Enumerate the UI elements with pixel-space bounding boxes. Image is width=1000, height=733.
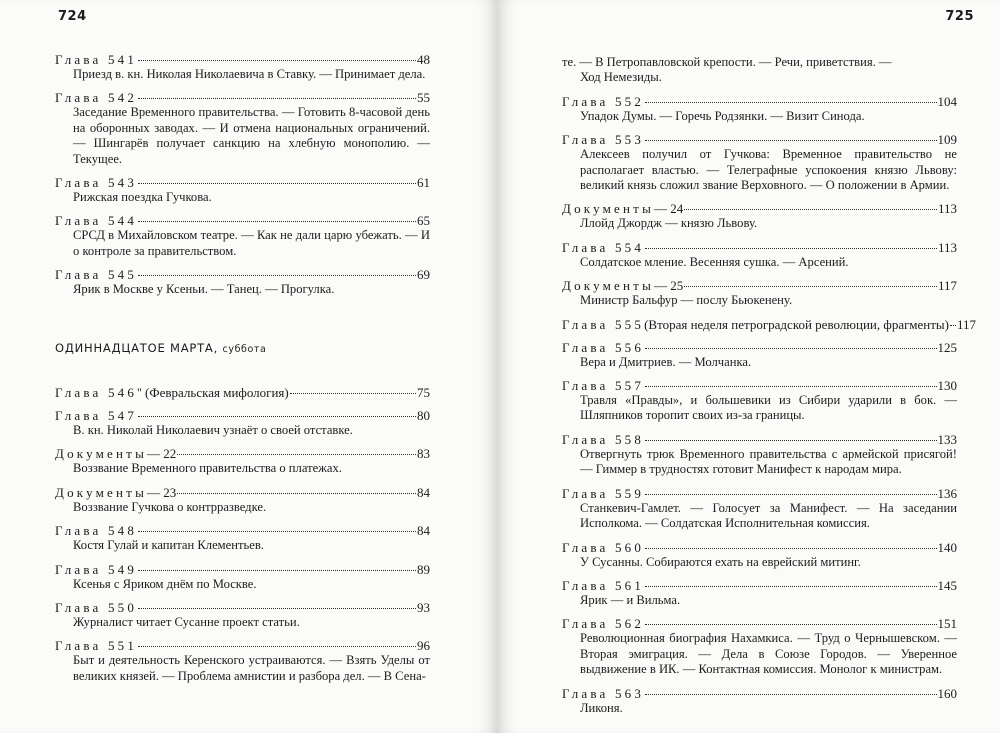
toc-entry-heading	[562, 686, 957, 701]
entry-description: Ллойд Джордж — князю Львову.	[580, 216, 758, 231]
toc-right	[562, 55, 976, 724]
section-subtitle: суббота	[222, 344, 267, 355]
entry-description: Солдатское мление. Весенняя сушка. — Арсений.	[580, 254, 849, 269]
toc-entry-heading	[562, 432, 957, 447]
page-number-left: 724	[58, 9, 87, 24]
toc-entry	[55, 408, 430, 438]
toc-entry-heading	[562, 240, 957, 255]
dot-leader	[138, 416, 416, 417]
left-page	[0, 0, 497, 733]
entry-page-number: 104	[937, 93, 957, 109]
toc-left-bottom	[55, 385, 430, 692]
toc-entry	[55, 385, 430, 400]
dot-leader	[138, 646, 416, 647]
entry-label: Глава 551	[55, 638, 138, 654]
toc-left-top	[55, 52, 430, 306]
entry-extra: (Вторая неделя петроградской революции, фрагменты)	[644, 316, 949, 332]
entry-description: В. кн. Николай Николаевич узнаёт о своей отставке.	[73, 423, 353, 437]
dot-leader	[645, 348, 936, 349]
toc-entry	[55, 267, 430, 297]
toc-entry	[562, 486, 957, 532]
entry-label: Глава 544	[55, 213, 138, 229]
dot-leader	[177, 454, 416, 455]
entry-label: Документы	[562, 278, 654, 294]
dot-leader	[138, 60, 416, 61]
entry-description: Упадок Думы. — Горечь Родзянки. — Визит Синода.	[580, 108, 865, 123]
entry-label: Глава 553	[562, 132, 645, 148]
entry-page-number: 75	[417, 385, 430, 400]
entry-label: Глава 559	[562, 485, 645, 501]
entry-label: Глава 541	[55, 52, 138, 67]
toc-entry-heading	[55, 446, 430, 461]
entry-page-number: 84	[417, 484, 430, 500]
entry-page-number: 69	[417, 267, 430, 283]
toc-entry	[562, 278, 957, 308]
entry-label: Глава 563	[562, 685, 645, 701]
dot-leader	[645, 440, 936, 441]
entry-page-number: 65	[417, 213, 430, 229]
entry-label: Глава 561	[562, 577, 645, 593]
entry-label: Глава 548	[55, 523, 138, 539]
toc-entry	[562, 578, 957, 608]
entry-page-number: 93	[417, 600, 430, 616]
entry-page-number: 84	[417, 523, 430, 539]
toc-entry	[562, 94, 957, 124]
toc-entry	[562, 540, 957, 570]
entry-extra: '' (Февральская мифология)	[137, 385, 289, 400]
dot-leader	[684, 209, 937, 210]
toc-entry	[55, 600, 430, 630]
entry-page-number: 109	[937, 132, 957, 148]
toc-entry-heading	[562, 201, 957, 216]
entry-description: Воззвание Гучкова о контрразведке.	[73, 499, 267, 514]
dot-leader	[138, 608, 416, 609]
continued-line: те. — В Петропавловской крепости. — Речи, приветствия. —	[562, 55, 892, 69]
toc-entry-heading	[55, 638, 430, 653]
entry-description: Травля «Правды», и большевики из Сибири ударили в бок. — Шляпников торопит своих из-за границы.	[580, 393, 957, 423]
entry-description: Алексеев получил от Гучкова: Временное правительство не располагает властью. — Телеграфные успокоения князю Львову: великий князь сложил звание Верховного. — О положении в Армии.	[580, 147, 957, 193]
entry-page-number: 145	[937, 577, 957, 593]
toc-entry	[55, 562, 430, 592]
toc-entry	[55, 175, 430, 205]
entry-label: Документы	[55, 446, 147, 462]
entry-description: Воззвание Временного правительства о платежах.	[73, 461, 342, 476]
dot-leader	[290, 393, 416, 394]
section-title: ОДИННАДЦАТОЕ МАРТА,	[55, 341, 219, 355]
entry-description: Ксенья с Яриком днём по Москве.	[73, 576, 257, 591]
entry-page-number: 133	[937, 431, 957, 447]
toc-entry-heading	[55, 562, 430, 577]
entry-description: Журналист читает Сусанне проект статьи.	[73, 615, 300, 630]
entry-page-number: 151	[937, 616, 957, 632]
entry-page-number: 80	[417, 408, 430, 423]
dot-leader	[138, 98, 416, 99]
entry-label: Глава 550	[55, 600, 138, 616]
entry-extra: — 25	[654, 278, 684, 294]
entry-description: Революционная биография Нахамкиса. — Труд о Чернышевском. — Вторая эмиграция. — Дела в Союзе Городов. — Уверенное выдвижение в ИК. — Контактная комиссия. Монолог к министрам.	[580, 631, 957, 677]
toc-entry-heading	[562, 132, 957, 147]
entry-description: СРСД в Михайловском театре. — Как не дали царю убежать. — И о контроле за правительством.	[73, 228, 430, 258]
toc-entry	[562, 616, 957, 677]
entry-page-number: 117	[937, 278, 957, 294]
toc-entry-heading	[55, 485, 430, 500]
entry-description: Вера и Дмитриев. — Молчанка.	[580, 354, 752, 369]
entry-page-number: 83	[417, 446, 430, 462]
entry-label: Глава 552	[562, 93, 645, 109]
entry-page-number: 125	[937, 339, 957, 355]
toc-entry-heading	[562, 578, 957, 593]
toc-entry	[55, 90, 430, 167]
toc-entry	[562, 201, 957, 231]
toc-entry	[562, 340, 957, 370]
toc-entry-heading	[55, 213, 430, 228]
entry-page-number: 48	[417, 52, 430, 67]
toc-entry-heading	[562, 316, 976, 332]
entry-page-number: 113	[937, 201, 957, 217]
toc-entry	[562, 132, 957, 193]
dot-leader	[645, 586, 936, 587]
entry-label: Глава 545	[55, 267, 138, 283]
entry-label: Глава 542	[55, 90, 138, 106]
page-number-right: 725	[945, 9, 974, 24]
toc-entry	[562, 686, 957, 716]
dot-leader	[645, 248, 937, 249]
entry-page-number: 61	[417, 175, 430, 191]
entry-page-number: 140	[937, 539, 957, 555]
entry-description: У Сусанны. Собираются ехать на еврейский митинг.	[580, 554, 861, 569]
dot-leader	[645, 548, 936, 549]
section-heading	[55, 341, 266, 355]
dot-leader	[138, 183, 416, 184]
continued-line: Ход Немезиды.	[580, 70, 662, 85]
toc-entry-heading	[55, 90, 430, 105]
dot-leader	[645, 694, 936, 695]
entry-label: Глава 555	[562, 316, 645, 332]
entry-label: Глава 549	[55, 561, 138, 577]
entry-extra: — 23	[147, 484, 177, 500]
toc-entry	[55, 213, 430, 259]
dot-leader	[138, 531, 416, 532]
entry-page-number: 89	[417, 561, 430, 577]
entry-description: Ярик в Москве у Ксеньи. — Танец. — Прогулка.	[73, 282, 335, 297]
entry-description: Рижская поездка Гучкова.	[73, 190, 212, 205]
entry-label: Глава 543	[55, 175, 138, 191]
continued-description	[562, 55, 957, 86]
entry-description: Приезд в. кн. Николая Николаевича в Ставку. — Принимает дела.	[73, 67, 426, 81]
toc-entry-heading	[562, 540, 957, 555]
toc-entry-heading	[562, 278, 957, 293]
toc-entry-heading	[55, 600, 430, 615]
toc-entry-heading	[55, 408, 430, 423]
entry-label: Документы	[562, 201, 654, 217]
toc-entry-heading	[562, 94, 957, 109]
entry-description: Отвергнуть трюк Временного правительства с армейской присягой! — Гиммер в трудностях готовит Манифест к народам мира.	[580, 446, 957, 477]
entry-description: Костя Гулай и капитан Клементьев.	[73, 538, 264, 553]
entry-label: Глава 547	[55, 408, 138, 423]
toc-entry-heading	[55, 385, 430, 400]
entry-label: Глава 558	[562, 431, 645, 447]
toc-entry	[562, 240, 957, 270]
entry-label: Глава 557	[562, 378, 645, 394]
dot-leader	[177, 493, 416, 494]
right-page	[497, 0, 1000, 733]
entry-description: Заседание Временного правительства. — Готовить 8-часовой день на оборонных заводах. — И отмена национальных ограничений. — Шингарёв получает санкцию на хлебную монополию. — Текущее.	[73, 105, 430, 166]
entry-page-number: 96	[417, 638, 430, 654]
toc-entry-heading	[562, 378, 957, 393]
entry-label: Глава 556	[562, 339, 645, 355]
entry-label: Глава 546	[55, 385, 138, 400]
entry-description: Ликоня.	[580, 700, 623, 715]
dot-leader	[138, 221, 416, 222]
entry-label: Глава 554	[562, 239, 645, 255]
dot-leader	[645, 624, 936, 625]
entry-extra: — 22	[147, 446, 177, 462]
toc-entry	[562, 378, 957, 424]
toc-entry-heading	[562, 340, 957, 355]
dot-leader	[950, 325, 956, 326]
dot-leader	[684, 286, 937, 287]
entry-description: Ярик — и Вильма.	[580, 592, 681, 607]
entry-label: Документы	[55, 484, 147, 500]
dot-leader	[645, 102, 936, 103]
entry-page-number: 113	[937, 239, 957, 255]
entry-description: Быт и деятельность Керенского устраиваются. — Взять Уделы от великих князей. — Проблема амнистии и разбора дел. — В Сена-	[73, 653, 430, 683]
dot-leader	[138, 570, 416, 571]
entry-label: Глава 560	[562, 539, 645, 555]
entry-description: Министр Бальфур — послу Бьюкенену.	[580, 293, 793, 308]
entry-page-number: 117	[956, 316, 976, 332]
dot-leader	[645, 386, 936, 387]
toc-entry-heading	[562, 616, 957, 631]
entry-page-number: 55	[417, 90, 430, 106]
dot-leader	[645, 140, 936, 141]
toc-entry	[55, 52, 430, 82]
toc-entry	[55, 523, 430, 553]
toc-entry	[55, 446, 430, 476]
toc-entry	[55, 638, 430, 684]
toc-entry-heading	[55, 523, 430, 538]
entry-label: Глава 562	[562, 616, 645, 632]
toc-entry	[55, 485, 430, 515]
toc-entry-heading	[55, 52, 430, 67]
entry-page-number: 160	[937, 685, 957, 701]
dot-leader	[645, 494, 936, 495]
toc-entry	[562, 316, 976, 332]
toc-entry	[562, 432, 957, 478]
entry-extra: — 24	[654, 201, 684, 217]
entry-page-number: 130	[937, 378, 957, 394]
toc-entry-heading	[55, 175, 430, 190]
toc-entry-heading	[55, 267, 430, 282]
toc-entry-heading	[562, 486, 957, 501]
dot-leader	[138, 275, 416, 276]
entry-description: Станкевич-Гамлет. — Голосует за Манифест. — На заседании Исполкома. — Солдатская Исполнительная комиссия.	[580, 500, 957, 531]
entry-page-number: 136	[937, 485, 957, 501]
